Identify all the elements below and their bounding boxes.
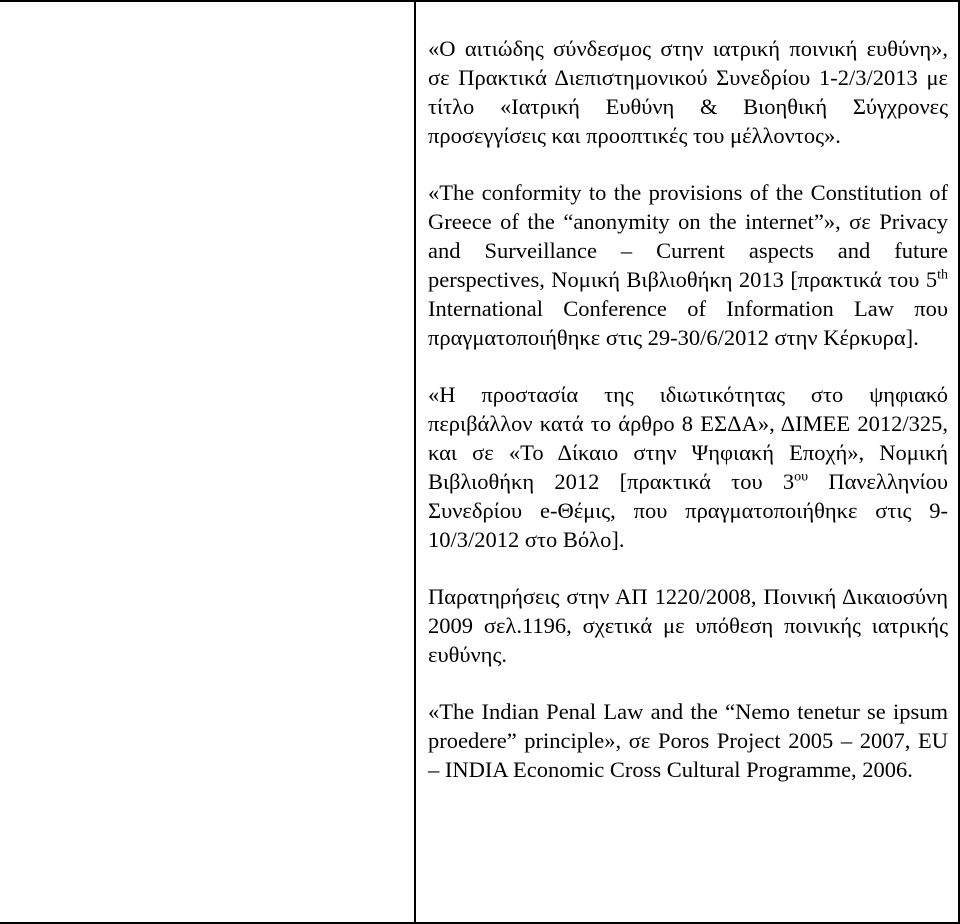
empty-left-cell [0,2,414,922]
reference-1-text: «Ο αιτιώδης σύνδεσμος στην ιατρική ποινική ευθύνη», σε Πρακτικά Διεπιστημονικού Συνεδρίου 1-2/3/2013 με τίτλο «Ιατρική Ευθύνη & Βιοηθική Σύγχρονες προσεγγίσεις και προοπτικές του μέλλοντος». [428,36,948,148]
reference-2-text-b: International Conference of Information Law που πραγματοποιήθηκε στις 29-30/6/2012 στην Κέρκυρα]. [428,296,948,350]
reference-3-superscript: ου [794,469,809,485]
reference-4-text: Παρατηρήσεις στην ΑΠ 1220/2008, Ποινική Δικαιοσύνη 2009 σελ.1196, σχετικά με υπόθεση ποινικής ιατρικής ευθύνης. [428,584,948,667]
reference-entry-4 [428,582,948,669]
reference-2-superscript: th [937,267,948,283]
reference-entry-5 [428,697,948,784]
reference-3-text-a: «Η προστασία της ιδιωτικότητας στο ψηφιακό περιβάλλον κατά το άρθρο 8 ΕΣΔΑ», ΔΙΜΕΕ 2012/325, και σε «Το Δίκαιο στην Ψηφιακή Εποχή», Νομική Βιβλιοθήκη 2012 [πρακτικά του 3 [428,382,948,494]
column-divider [414,2,416,922]
reference-3-text-b: Πανελληνίου Συνεδρίου e-Θέμις, που πραγματοποιήθηκε στις 9-10/3/2012 στο Βόλο]. [428,469,948,552]
reference-5-text: «The Indian Penal Law and the “Nemo tenetur se ipsum proedere” principle», σε Poros Project 2005 – 2007, EU – INDIA Economic Cross Cultural Programme, 2006. [428,699,948,782]
reference-entry-3 [428,380,948,554]
reference-entry-2 [428,178,948,352]
reference-2-text-a: «The conformity to the provisions of the Constitution of Greece of the “anonymity on the internet”», σε Privacy and Surveillance – Current aspects and future perspectives, Νομική Βιβλιοθήκη 2013 [πρακτικά του 5 [428,180,948,292]
reference-entry-1 [428,34,948,150]
references-cell [428,34,948,812]
